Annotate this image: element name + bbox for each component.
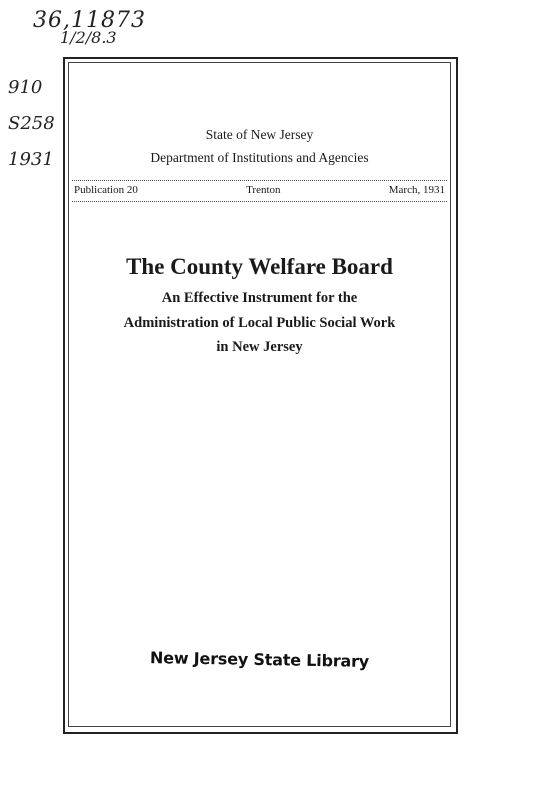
divider-bottom xyxy=(72,201,447,202)
subtitle-line-3: in New Jersey xyxy=(216,339,303,355)
handwritten-margin-notes xyxy=(8,70,60,178)
handwritten-call-number: 36,11873 xyxy=(33,8,146,33)
department-heading: Department of Institutions and Agencies xyxy=(150,150,369,165)
publication-date: March, 1931 xyxy=(388,184,445,196)
handwritten-call-number-2: 1/2/8.3 xyxy=(60,28,117,47)
document-title: The County Welfare Board xyxy=(126,254,393,279)
divider-top xyxy=(72,180,447,181)
state-heading: State of New Jersey xyxy=(205,127,314,142)
publication-number: Publication 20 xyxy=(74,184,138,196)
margin-note-3: 1931 xyxy=(8,149,54,170)
publication-place: Trenton xyxy=(246,184,281,196)
publication-line xyxy=(74,184,445,196)
subtitle-line-1: An Effective Instrument for the xyxy=(161,290,358,306)
margin-note-2: S258 xyxy=(8,113,55,134)
subtitle-line-2: Administration of Local Public Social Work xyxy=(123,315,396,331)
library-stamp: New Jersey State Library xyxy=(149,648,370,671)
margin-note-1: 910 xyxy=(8,77,43,98)
